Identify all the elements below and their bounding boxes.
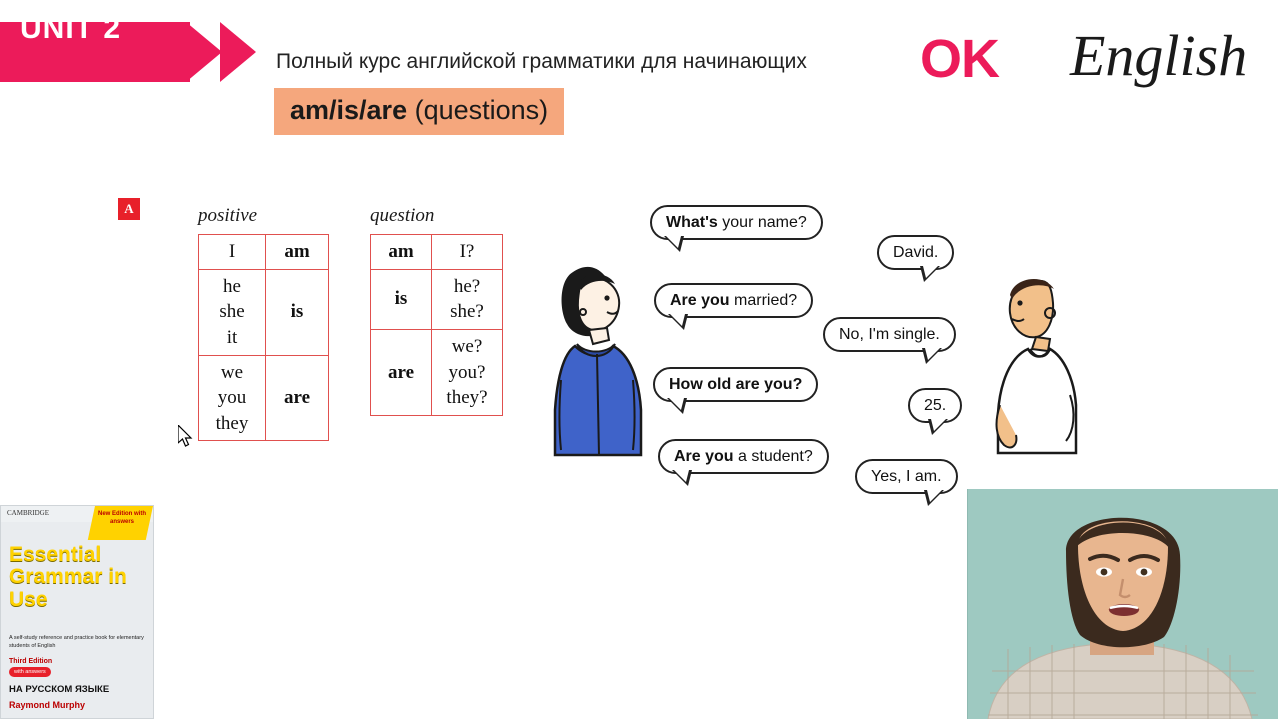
- mouse-cursor-icon: [178, 425, 194, 449]
- webcam-video-feed[interactable]: [967, 489, 1278, 719]
- section-letter-badge: A: [118, 198, 140, 220]
- bubble-tail-inner-icon: [674, 470, 689, 482]
- question-bubble-4-rest: a student?: [738, 448, 813, 465]
- woman-figure-icon: [545, 250, 665, 460]
- table-row: [199, 235, 329, 270]
- bubble-tail-inner-icon: [931, 419, 946, 431]
- book-publisher: CAMBRIDGE: [7, 509, 50, 517]
- question-table-caption: question: [370, 205, 435, 226]
- positive-subject-cell: we you they: [199, 355, 266, 441]
- question-bubble-1-bold: What's: [666, 214, 718, 231]
- bubble-tail-inner-icon: [666, 236, 681, 248]
- question-verb-cell: is: [371, 269, 432, 329]
- answer-bubble-3: [908, 388, 962, 423]
- question-table: [370, 234, 503, 416]
- positive-verb-cell: is: [266, 269, 329, 355]
- book-title: Essential Grammar in Use: [9, 543, 127, 611]
- answer-bubble-1-text: David.: [893, 244, 939, 261]
- book-edition: Third Edition: [9, 658, 53, 665]
- slide-header: [0, 0, 1278, 150]
- answer-bubble-2: [823, 317, 956, 352]
- table-row: [371, 329, 503, 415]
- question-bubble-4-bold: Are you: [674, 448, 734, 465]
- book-cover: [0, 505, 154, 719]
- unit-banner-arrow-icon: [186, 22, 222, 82]
- book-answers-badge: with answers: [9, 667, 51, 677]
- unit-banner-arrow-icon-2: [220, 22, 256, 82]
- bubble-tail-inner-icon: [670, 314, 685, 326]
- book-subtitle: A self-study reference and practice book for elementary students of English: [9, 635, 144, 650]
- question-bubble-3-bold: How old are you?: [669, 376, 803, 393]
- answer-bubble-4-text: Yes, I am.: [871, 468, 942, 485]
- table-row: [371, 235, 503, 270]
- presenter-image: [968, 489, 1278, 719]
- topic-bold: am/is/are: [290, 95, 408, 125]
- question-verb-cell: are: [371, 329, 432, 415]
- question-bubble-3: [653, 367, 818, 402]
- unit-label: UNIT 2: [20, 12, 122, 45]
- bubble-tail-inner-icon: [923, 266, 938, 278]
- brand-logo: [910, 20, 1260, 100]
- question-bubble-1: [650, 205, 823, 240]
- table-row: [199, 355, 329, 441]
- positive-verb-cell: are: [266, 355, 329, 441]
- question-subject-cell: I?: [432, 235, 503, 270]
- answer-bubble-3-text: 25.: [924, 397, 947, 414]
- topic-light: (questions): [414, 95, 549, 125]
- answer-bubble-1: [877, 235, 954, 270]
- book-author: Raymond Murphy: [9, 700, 86, 710]
- book-russian-line: НА РУССКОМ ЯЗЫКЕ: [9, 684, 110, 695]
- dialogue-illustration: [540, 195, 1100, 515]
- bubble-tail-inner-icon: [669, 398, 684, 410]
- positive-subject-cell: he she it: [199, 269, 266, 355]
- question-verb-cell: am: [371, 235, 432, 270]
- table-row: [199, 269, 329, 355]
- brand-english-text: English: [1070, 23, 1248, 88]
- question-subject-cell: he? she?: [432, 269, 503, 329]
- brand-ok-text: OK: [920, 29, 999, 89]
- question-bubble-1-rest: your name?: [722, 214, 807, 231]
- positive-table-caption: positive: [198, 205, 258, 226]
- bubble-tail-inner-icon: [925, 348, 940, 360]
- bubble-tail-inner-icon: [927, 490, 942, 502]
- course-title: Полный курс английской грамматики для начинающих: [276, 50, 807, 73]
- positive-subject-cell: I: [199, 235, 266, 270]
- question-bubble-2-bold: Are you: [670, 292, 730, 309]
- table-row: [371, 269, 503, 329]
- question-bubble-4: [658, 439, 829, 474]
- question-bubble-2-rest: married?: [734, 292, 798, 309]
- answer-bubble-4: [855, 459, 958, 494]
- question-bubble-2: [654, 283, 813, 318]
- positive-verb-cell: am: [266, 235, 329, 270]
- topic-chip: [274, 88, 564, 135]
- question-subject-cell: we? you? they?: [432, 329, 503, 415]
- answer-bubble-2-text: No, I'm single.: [839, 326, 940, 343]
- book-corner-note: New Edition with answers: [98, 511, 146, 525]
- man-figure-icon: [970, 255, 1090, 455]
- positive-table: [198, 234, 329, 441]
